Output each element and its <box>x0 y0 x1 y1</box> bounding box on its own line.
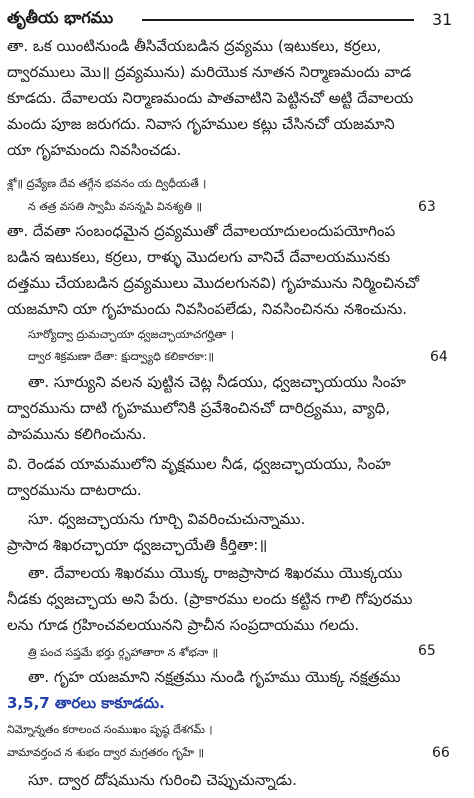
text-line: సూ. ధ్వజచ్ఛాయను గూర్చి వివరించుచున్నాము. <box>28 510 306 528</box>
text-line: తా. దేవతా సంబంధమైన ద్రవ్యముతో దేవాలయాదులందుపయోగింప <box>7 222 396 240</box>
text-line: యా గృహమందు నివసించడు. <box>7 141 182 159</box>
verse-number: 64 <box>430 349 448 365</box>
text-line: తా. ఒక యింటినుండి తీసివేయబడిన ద్రవ్యము (ఇటుకలు, కర్రలు, <box>7 37 382 55</box>
text-line: తా. గృహ యజమాని నక్షత్రము నుండి గృహము యొక్క నక్షత్రము <box>28 668 401 686</box>
header-rule <box>142 19 414 21</box>
text-line: ద్వారమును దాటరాదు. <box>7 481 142 499</box>
text-line: ద్వారములు మొ॥ ద్రవ్యమును) మరియొక నూతన నిర్మాణమందు వాడ <box>7 63 412 81</box>
verse-number: 65 <box>418 643 436 659</box>
text-line: తా. సూర్యుని వలన పుట్టిన చెట్ల నీడయు, ధ్వజచ్ఛాయయు సింహ <box>28 373 406 391</box>
text-line: కూడదు. దేవాలయ నిర్మాణమందు పాతవాటిని పెట్టినచో అట్టి దేవాలయ <box>7 89 414 107</box>
page-number: 31 <box>432 10 453 29</box>
verse-line: శ్లో॥ ద్రవ్యేణ దేవ తగ్గేన భవనం య ద్విధీయతే । <box>7 177 207 190</box>
verse-number: 66 <box>432 745 450 761</box>
text-line: మందు పూజ జరుగదు. నివాస గృహముల కట్లు చేసినచో యజమాని <box>7 115 395 133</box>
text-line: దత్తము చేయబడిన ద్రవ్యములు మొదలగునవి) గృహమును నిర్మించినచో <box>7 274 420 292</box>
verse-line: వామావర్తంచ న శుభం ద్వార మగ్రతరం గృహే ॥ <box>7 746 205 759</box>
verse-number: 63 <box>418 199 436 215</box>
text-line: పాపమును కలిగించును. <box>7 425 147 443</box>
verse-line: సూర్యోద్వా ద్రుమచ్ఛాయా ధ్వజచ్ఛాయాచగర్హితా । <box>28 328 234 341</box>
text-line: సూ. ద్వార దోషమును గురించి చెప్పుచున్నాడు. <box>28 771 297 789</box>
header-title: తృతీయ భాగము <box>7 8 114 27</box>
text-line: తా. దేవాలయ శిఖరము యొక్క రాజప్రాసాద శిఖరము యొక్కయు <box>28 564 403 582</box>
text-line: ప్రాసాద శిఖరచ్ఛాయా ధ్వజచ్ఛాయేతి కీర్తితా:॥ <box>7 536 268 554</box>
text-line: వి. రెండవ యామములోని వృక్షముల నీడ, ధ్వజచ్ఛాయయు, సింహ <box>7 455 391 473</box>
verse-line: త్రి పంచ సప్తమే భర్తు ర్గృహాతారా న శోభనా ॥ <box>28 646 219 659</box>
text-line: నీడకు ధ్వజచ్ఛాయ అని పేరు. (ప్రాకారము లందు కట్టిన గాలి గోపురము <box>7 590 413 608</box>
verse-line: నిమ్నోన్నతం కరాలంచ సంముఖం పృష్ఠ దేశగమ్ । <box>7 723 213 736</box>
text-line: ద్వారమును దాటి గృహములోనికి ప్రవేశించినచో దారిద్ర్యము, వ్యాధి, <box>7 399 391 417</box>
verse-line: ద్వార శిక్రమణా దేతా: క్షుద్వ్యాధి కలికారకా:॥ <box>28 350 215 363</box>
text-line: బడిన ఇటుకలు, కర్రలు, రాళ్ళు మొదలగు వానిచే దేవాలయమునకు <box>7 248 391 266</box>
verse-line: న తత్ర వసతి స్వామీ వసన్నపి వినశ్యతి ॥ <box>28 200 203 213</box>
text-line: యజమాని యా గృహమందు నివసింపలేడు, నివసించినను నశించును. <box>7 300 408 318</box>
text-line: 3,5,7 తారలు కాకూడదు. <box>7 694 165 712</box>
text-line: లను గూడ గ్రహించవలయునని ప్రాచీన సంప్రదాయము గలదు. <box>7 616 360 634</box>
